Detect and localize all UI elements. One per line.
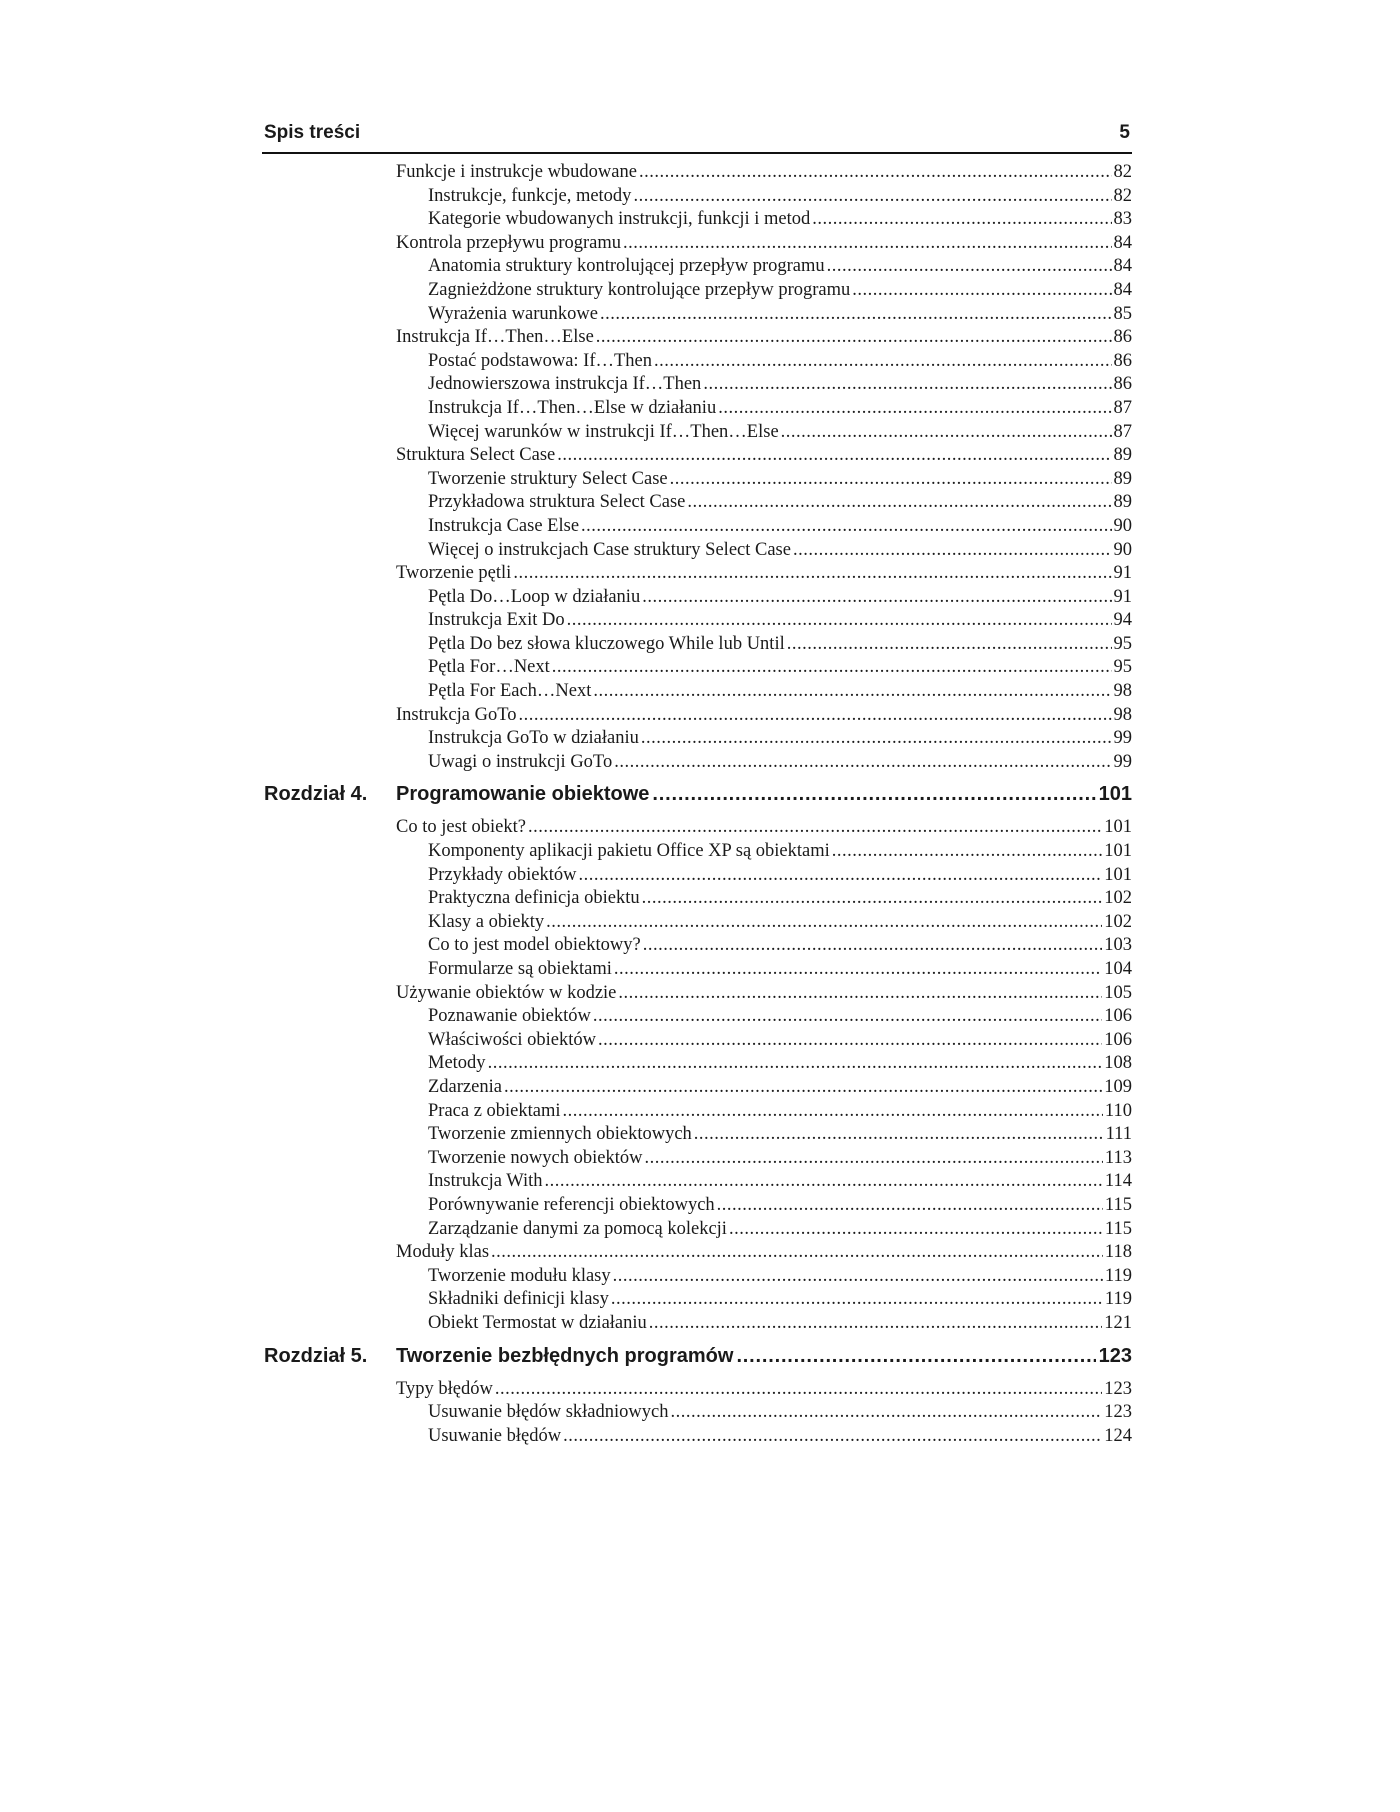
entry-page-number: 106 (1104, 1006, 1132, 1027)
entry-page-number: 101 (1104, 817, 1132, 838)
dot-leader (546, 912, 1102, 933)
toc-section-entry (262, 233, 1132, 257)
entry-page-number: 110 (1104, 1100, 1132, 1121)
entry-title: Instrukcja GoTo (396, 704, 517, 725)
entry-title: Używanie obiektów w kodzie (396, 982, 617, 1003)
entry-page-number: 98 (1113, 681, 1132, 702)
dot-leader (642, 587, 1111, 608)
toc-subsection-entry (262, 1101, 1132, 1125)
entry-title: Instrukcja If…Then…Else w działaniu (428, 397, 717, 418)
toc-subsection-entry (262, 1402, 1132, 1426)
entry-title: Tworzenie pętli (396, 563, 512, 584)
dot-leader (623, 233, 1111, 254)
entry-page-number: 123 (1104, 1378, 1132, 1399)
toc-subsection-entry (262, 492, 1132, 516)
entry-title: Formularze są obiektami (428, 959, 612, 979)
entry-page-number: 82 (1113, 185, 1132, 206)
entry-page-number: 90 (1113, 515, 1132, 536)
toc-section-chapter-4 (262, 817, 1132, 1336)
dot-leader (518, 705, 1111, 726)
dot-leader (495, 1379, 1102, 1400)
toc-subsection-entry (262, 912, 1132, 936)
dot-leader (687, 492, 1111, 513)
toc-section-entry (262, 983, 1132, 1007)
entry-title: Uwagi o instrukcji GoTo (428, 751, 613, 772)
entry-title: Jednowierszowa instrukcja If…Then (428, 374, 702, 395)
toc-subsection-entry (262, 935, 1132, 959)
entry-title: Instrukcja With (428, 1171, 543, 1192)
entry-title: Pętla Do bez słowa kluczowego While lub Until (428, 633, 785, 654)
chapter-title: Programowanie obiektowe (396, 783, 650, 806)
dot-leader (557, 445, 1111, 466)
entry-page-number: 86 (1113, 374, 1132, 395)
dot-leader (787, 634, 1112, 655)
entry-page-number: 85 (1113, 303, 1132, 324)
header-title: Spis treści (264, 122, 361, 143)
entry-title: Przykłady obiektów (428, 864, 577, 885)
dot-leader (670, 469, 1112, 490)
dot-leader (827, 256, 1112, 277)
toc-subsection-entry (262, 657, 1132, 681)
chapter-page-number: 101 (1098, 783, 1132, 806)
toc-subsection-entry (262, 1148, 1132, 1172)
dot-leader (563, 1101, 1103, 1122)
entry-title: Składniki definicji klasy (428, 1289, 609, 1310)
entry-title: Praca z obiektami (428, 1100, 561, 1121)
toc-subsection-entry (262, 374, 1132, 398)
toc-subsection-entry (262, 351, 1132, 375)
toc-subsection-entry (262, 752, 1132, 776)
toc-section-entry (262, 445, 1132, 469)
toc-subsection-entry (262, 186, 1132, 210)
entry-page-number: 84 (1113, 279, 1132, 300)
entry-page-number: 83 (1113, 209, 1132, 230)
entry-page-number: 113 (1104, 1147, 1132, 1168)
dot-leader (552, 657, 1112, 678)
entry-page-number: 86 (1113, 327, 1132, 348)
entry-title: Porównywanie referencji obiektowych (428, 1194, 715, 1215)
entry-title: Przykładowa struktura Select Case (428, 492, 686, 513)
toc-subsection-entry (262, 1124, 1132, 1148)
entry-title: Co to jest model obiektowy? (428, 935, 641, 956)
toc-section-entry (262, 1379, 1132, 1403)
entry-title: Pętla Do…Loop w działaniu (428, 586, 641, 607)
toc-subsection-entry (262, 398, 1132, 422)
entry-title: Komponenty aplikacji pakietu Office XP są obiektami (428, 841, 830, 862)
chapter-label: Rozdział 4. (264, 783, 368, 806)
toc-subsection-entry (262, 256, 1132, 280)
dot-leader (643, 935, 1103, 956)
dot-leader (563, 1426, 1102, 1447)
chapter-label: Rozdział 5. (264, 1344, 368, 1367)
dot-leader (641, 728, 1112, 749)
entry-page-number: 111 (1105, 1124, 1132, 1145)
dot-leader (649, 1313, 1102, 1334)
entry-page-number: 99 (1113, 751, 1132, 772)
toc-subsection-entry (262, 841, 1132, 865)
toc-subsection-entry (262, 469, 1132, 493)
dot-leader (593, 1006, 1102, 1027)
entry-page-number: 98 (1113, 704, 1132, 725)
entry-title: Więcej warunków w instrukcji If…Then…Else (428, 421, 779, 442)
entry-title: Moduły klas (396, 1242, 490, 1263)
dot-leader (694, 1124, 1104, 1145)
dot-leader (545, 1171, 1103, 1192)
dot-leader (491, 1242, 1103, 1263)
dot-leader (781, 422, 1112, 443)
toc-subsection-entry (262, 540, 1132, 564)
dot-leader (670, 1402, 1102, 1423)
dot-leader (596, 327, 1112, 348)
entry-title: Co to jest obiekt? (396, 817, 526, 838)
entry-title: Poznawanie obiektów (428, 1006, 591, 1027)
entry-page-number: 89 (1113, 468, 1132, 489)
dot-leader (703, 374, 1111, 395)
dot-leader (652, 783, 1095, 806)
entry-page-number: 106 (1104, 1029, 1132, 1050)
dot-leader (642, 888, 1103, 909)
entry-title: Instrukcje, funkcje, metody (428, 185, 632, 206)
entry-page-number: 108 (1104, 1053, 1132, 1074)
entry-page-number: 121 (1104, 1312, 1132, 1333)
toc-subsection-entry (262, 516, 1132, 540)
entry-title: Klasy a obiekty (428, 911, 545, 932)
dot-leader (633, 186, 1111, 207)
toc-subsection-entry (262, 959, 1132, 983)
entry-page-number: 87 (1113, 421, 1132, 442)
entry-title: Zdarzenia (428, 1076, 502, 1097)
entry-page-number: 118 (1104, 1242, 1132, 1263)
entry-title: Tworzenie nowych obiektów (428, 1147, 643, 1168)
dot-leader (567, 610, 1112, 631)
toc-section-entry (262, 563, 1132, 587)
toc-subsection-entry (262, 728, 1132, 752)
dot-leader (613, 1266, 1103, 1287)
dot-leader (614, 752, 1111, 773)
entry-page-number: 84 (1113, 256, 1132, 277)
toc-subsection-entry (262, 888, 1132, 912)
toc-subsection-entry (262, 1053, 1132, 1077)
entry-page-number: 86 (1113, 350, 1132, 371)
entry-title: Pętla For…Next (428, 657, 550, 678)
entry-page-number: 95 (1113, 633, 1132, 654)
toc-subsection-entry (262, 209, 1132, 233)
dot-leader (579, 865, 1103, 886)
entry-title: Tworzenie zmiennych obiektowych (428, 1124, 692, 1145)
dot-leader (852, 280, 1111, 301)
toc-section-entry (262, 327, 1132, 351)
dot-leader (793, 540, 1112, 561)
entry-title: Wyrażenia warunkowe (428, 303, 598, 324)
toc-subsection-entry (262, 681, 1132, 705)
toc-subsection-entry (262, 610, 1132, 634)
dot-leader (729, 1219, 1103, 1240)
entry-page-number: 94 (1113, 610, 1132, 631)
entry-page-number: 123 (1104, 1402, 1132, 1423)
entry-title: Kontrola przepływu programu (396, 232, 622, 253)
toc-subsection-entry (262, 1030, 1132, 1054)
entry-title: Właściwości obiektów (428, 1029, 596, 1050)
toc-subsection-entry (262, 1219, 1132, 1243)
entry-page-number: 103 (1104, 935, 1132, 956)
header-page-number: 5 (1119, 122, 1130, 143)
entry-page-number: 115 (1104, 1194, 1132, 1215)
entry-title: Zagnieżdżone struktury kontrolujące przepływ programu (428, 279, 851, 300)
dot-leader (812, 209, 1111, 230)
entry-page-number: 124 (1104, 1425, 1132, 1446)
entry-page-number: 104 (1104, 959, 1132, 979)
dot-leader (611, 1289, 1103, 1310)
dot-leader (513, 563, 1111, 584)
dot-leader (654, 351, 1111, 372)
dot-leader (718, 398, 1111, 419)
toc-subsection-entry (262, 634, 1132, 658)
toc-section-entry (262, 705, 1132, 729)
chapter-heading-4 (262, 783, 1132, 817)
dot-leader (581, 516, 1111, 537)
entry-page-number: 89 (1113, 445, 1132, 466)
dot-leader (528, 817, 1102, 838)
toc-subsection-entry (262, 1171, 1132, 1195)
toc-subsection-entry (262, 587, 1132, 611)
toc-subsection-entry (262, 865, 1132, 889)
entry-title: Kategorie wbudowanych instrukcji, funkcji i metod (428, 209, 811, 230)
entry-title: Tworzenie modułu klasy (428, 1265, 611, 1286)
entry-page-number: 119 (1104, 1289, 1132, 1310)
entry-title: Tworzenie struktury Select Case (428, 468, 668, 489)
toc-section-entry (262, 1242, 1132, 1266)
entry-page-number: 101 (1104, 841, 1132, 862)
entry-title: Instrukcja Exit Do (428, 610, 565, 631)
entry-page-number: 84 (1113, 232, 1132, 253)
dot-leader (593, 681, 1111, 702)
dot-leader (644, 1148, 1102, 1169)
toc-subsection-entry (262, 422, 1132, 446)
entry-page-number: 99 (1113, 728, 1132, 749)
entry-title: Usuwanie błędów (428, 1425, 562, 1446)
dot-leader (736, 1345, 1095, 1368)
running-header (262, 118, 1132, 154)
entry-title: Zarządzanie danymi za pomocą kolekcji (428, 1218, 727, 1239)
dot-leader (832, 841, 1102, 862)
entry-page-number: 102 (1104, 911, 1132, 932)
entry-title: Anatomia struktury kontrolującej przepływ programu (428, 256, 825, 277)
toc-section-entry (262, 817, 1132, 841)
entry-title: Obiekt Termostat w działaniu (428, 1312, 647, 1333)
toc-subsection-entry (262, 1266, 1132, 1290)
toc-subsection-entry (262, 1426, 1132, 1450)
toc-subsection-entry (262, 1195, 1132, 1219)
dot-leader (598, 1030, 1102, 1051)
dot-leader (618, 983, 1102, 1004)
entry-title: Instrukcja If…Then…Else (396, 327, 594, 348)
toc-subsection-entry (262, 1289, 1132, 1313)
entry-title: Pętla For Each…Next (428, 681, 592, 702)
entry-page-number: 102 (1104, 888, 1132, 909)
toc-subsection-entry (262, 304, 1132, 328)
entry-page-number: 101 (1104, 864, 1132, 885)
dot-leader (614, 959, 1102, 980)
entry-page-number: 119 (1104, 1265, 1132, 1286)
toc-subsection-entry (262, 1006, 1132, 1030)
entry-page-number: 115 (1104, 1218, 1132, 1239)
entry-title: Praktyczna definicja obiektu (428, 888, 640, 909)
entry-title: Usuwanie błędów składniowych (428, 1402, 669, 1423)
entry-title: Instrukcja GoTo w działaniu (428, 728, 639, 749)
dot-leader (600, 304, 1112, 325)
toc-section-chapter-5 (262, 1379, 1132, 1450)
entry-page-number: 90 (1113, 539, 1132, 560)
chapter-heading-5 (262, 1345, 1132, 1379)
dot-leader (717, 1195, 1103, 1216)
entry-page-number: 114 (1104, 1171, 1132, 1192)
entry-title: Struktura Select Case (396, 445, 556, 466)
entry-title: Metody (428, 1053, 486, 1074)
entry-page-number: 82 (1113, 162, 1132, 182)
entry-title: Funkcje i instrukcje wbudowane (396, 162, 637, 182)
entry-page-number: 105 (1104, 982, 1132, 1003)
toc-subsection-entry (262, 1313, 1132, 1337)
toc-subsection-entry (262, 280, 1132, 304)
entry-title: Więcej o instrukcjach Case struktury Select Case (428, 539, 791, 560)
dot-leader (488, 1053, 1103, 1074)
entry-page-number: 95 (1113, 657, 1132, 678)
chapter-page-number: 123 (1098, 1344, 1132, 1367)
entry-page-number: 89 (1113, 492, 1132, 513)
toc-subsection-entry (262, 1077, 1132, 1101)
entry-title: Postać podstawowa: If…Then (428, 350, 653, 371)
entry-page-number: 109 (1104, 1076, 1132, 1097)
toc-section-entry (262, 162, 1132, 186)
table-of-contents (262, 162, 1132, 1449)
toc-section-chapter-3-continued (262, 162, 1132, 775)
dot-leader (504, 1077, 1102, 1098)
entry-page-number: 91 (1113, 586, 1132, 607)
chapter-title: Tworzenie bezbłędnych programów (396, 1344, 734, 1367)
entry-title: Instrukcja Case Else (428, 515, 580, 536)
dot-leader (639, 162, 1112, 183)
entry-page-number: 91 (1113, 563, 1132, 584)
entry-title: Typy błędów (396, 1378, 493, 1399)
entry-page-number: 87 (1113, 397, 1132, 418)
